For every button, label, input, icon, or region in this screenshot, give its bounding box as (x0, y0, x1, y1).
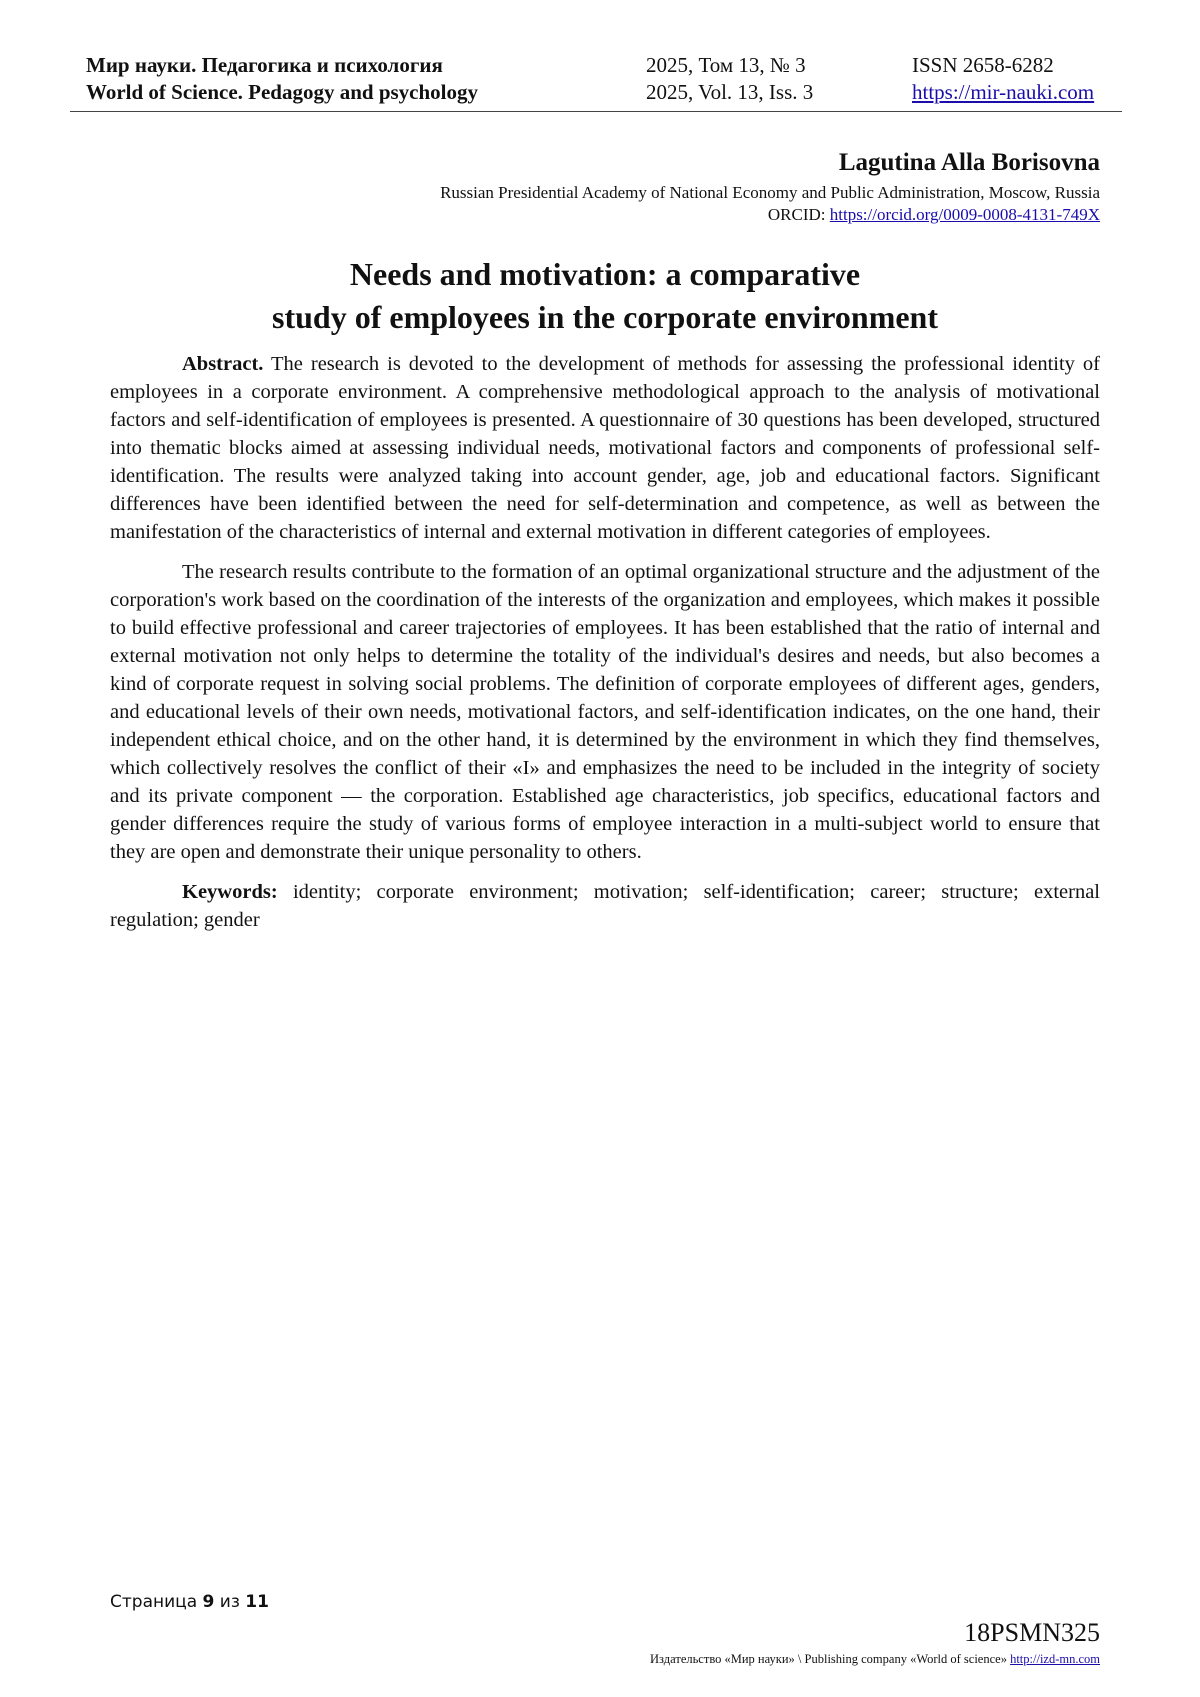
issue-en: 2025, Vol. 13, Iss. 3 (646, 80, 814, 104)
page-of: из (219, 1592, 240, 1612)
title-line-1: Needs and motivation: a comparative (349, 256, 861, 292)
header-divider (70, 111, 1122, 112)
orcid-link[interactable]: https://orcid.org/0009-0008-4131-749X (829, 205, 1100, 224)
author-block (440, 148, 1100, 226)
page-prefix: Страница (110, 1592, 198, 1612)
author-orcid (440, 204, 1100, 226)
issn-block (912, 52, 1094, 106)
journal-name-ru: Мир науки. Педагогика и психология (86, 53, 443, 77)
website-link[interactable]: https://mir-nauki.com (912, 80, 1095, 104)
page-counter (110, 1592, 269, 1612)
article-code: 18PSMN325 (964, 1618, 1100, 1647)
article-title (110, 253, 1100, 339)
issue-ru: 2025, Том 13, № 3 (646, 53, 806, 77)
publisher-link[interactable]: http://izd-mn.com (1010, 1652, 1100, 1666)
article-body (110, 350, 1100, 946)
keywords-paragraph (110, 878, 1100, 934)
author-affiliation: Russian Presidential Academy of National Economy and Public Administration, Moscow, Russia (440, 183, 1100, 202)
abstract-paragraph-2: The research results contribute to the formation of an optimal organizational structure and the adjustment of the corporation's work based on the coordination of the interests of the organization and employees, which makes it possible to build effective professional and career trajectories of employees. It has been established that the ratio of internal and external motivation not only helps to determine the totality of the individual's desires and needs, but also becomes a kind of corporate request in solving social problems. The definition of corporate employees of different ages, genders, and educational levels of their own needs, motivational factors, and self-identification indicates, on the one hand, their independent ethical choice, and on the other hand, it is determined by the environment in which they find themselves, which collectively resolves the conflict of their «I» and emphasizes the need to be included in the integrity of society and its private component — the corporation. Established age characteristics, job specifics, educational factors and gender differences require the study of various forms of employee interaction in a multi-subject world to ensure that they are open and demonstrate their unique personality to others. (110, 561, 1100, 863)
abstract-label: Abstract. (182, 353, 264, 375)
keywords-text: identity; corporate environment; motivation; self-identification; career; structure; external regulation; gender (110, 881, 1100, 931)
page-current: 9 (202, 1592, 215, 1612)
abstract-text-1: The research is devoted to the development of methods for assessing the professional identity of employees in a corporate environment. A comprehensive methodological approach to the analysis of motivational factors and self-identification of employees is presented. A questionnaire of 30 questions has been developed, structured into thematic blocks aimed at assessing individual needs, motivational factors and components of professional self-identification. The results were analyzed taking into account gender, age, job and educational factors. Significant differences have been identified between the need for self-determination and competence, as well as between the manifestation of the characteristics of internal and external motivation in different categories of employees. (110, 353, 1100, 543)
journal-name-block (86, 52, 478, 106)
journal-name-en: World of Science. Pedagogy and psychology (86, 80, 479, 104)
title-line-2: study of employees in the corporate environment (272, 299, 938, 335)
publisher-text: Издательство «Мир науки» \ Publishing company «World of science» (650, 1652, 1007, 1666)
orcid-label: ORCID: (767, 205, 826, 224)
keywords-label: Keywords: (182, 881, 278, 903)
abstract-paragraph-1 (110, 350, 1100, 546)
author-name: Lagutina Alla Borisovna (838, 149, 1100, 176)
issn: ISSN 2658-6282 (912, 53, 1054, 77)
publisher-line (650, 1652, 1100, 1667)
page-total: 11 (245, 1592, 269, 1612)
issue-info-block (646, 52, 813, 106)
